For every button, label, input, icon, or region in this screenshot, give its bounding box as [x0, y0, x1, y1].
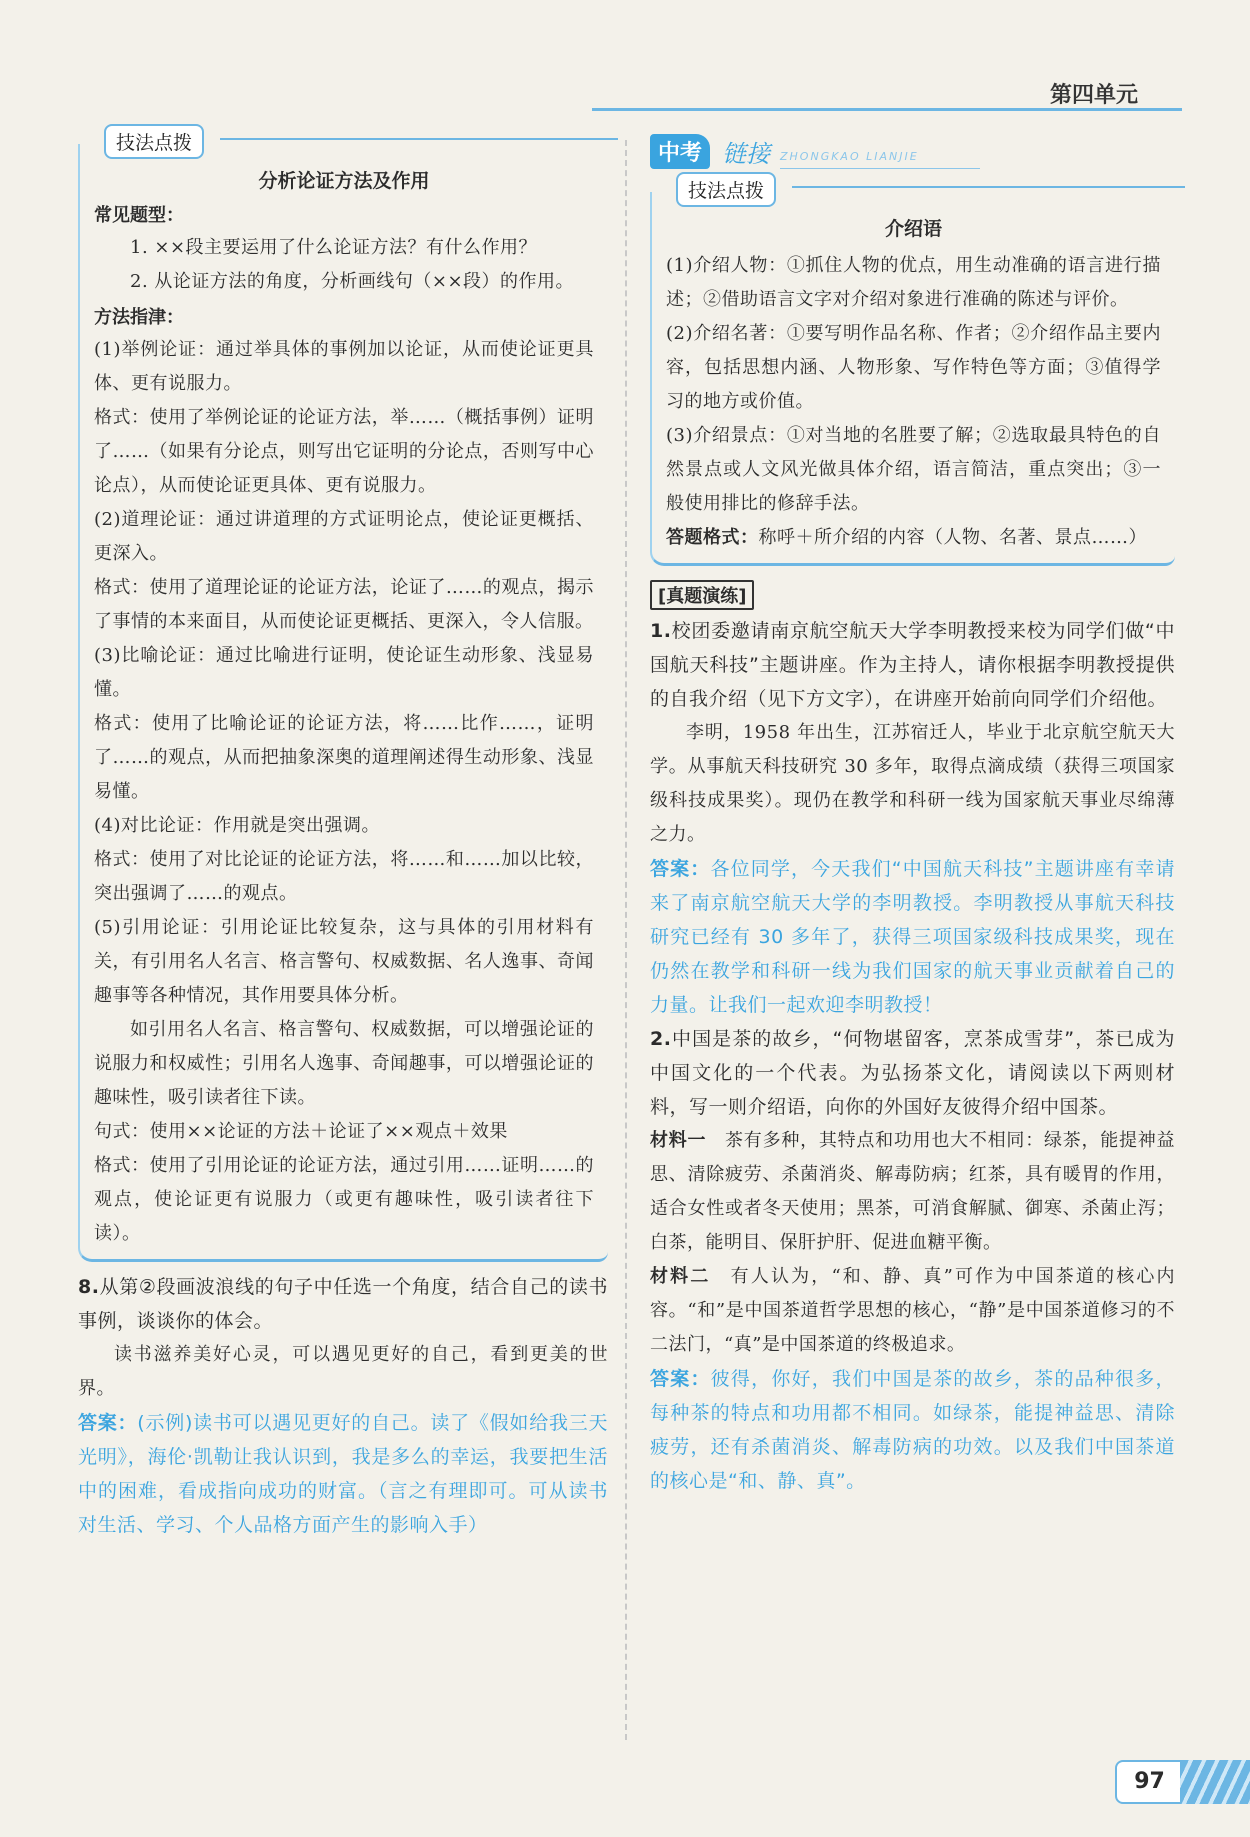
material-1-text: 茶有多种，其特点和功用也大不相同：绿茶，能提神益思、清除疲劳、杀菌消炎、解毒防病；红茶，具有暖胃的作用，适合女性或者冬天使用；黑茶，可消食解腻、御寒、杀菌止泻；白茶，能明目、保肝护肝、促进血糖平衡。 [650, 1130, 1176, 1253]
material-1-label: 材料一 [650, 1130, 707, 1151]
zhongkao-pinyin: ZHONGKAO LIANJIE [780, 150, 919, 163]
intro-item: (1)介绍人物：①抓住人物的优点，用生动准确的语言进行描述；②借助语言文字对介绍对象进行准确的陈述与评价。 [666, 255, 1161, 310]
question-quote: 读书滋养美好心灵，可以遇见更好的自己，看到更美的世界。 [78, 1344, 608, 1399]
header-rule [592, 108, 1182, 111]
method-format: 格式：使用了对比论证的论证方法，将……和……加以比较，突出强调了……的观点。 [94, 849, 594, 904]
material-2-text: 有人认为，“和、静、真”可作为中国茶道的核心内容。“和”是中国茶道哲学思想的核心，“静”是中国茶道修习的不二法门，“真”是中国茶道的终极追求。 [650, 1266, 1176, 1355]
material-2-label: 材料二 [650, 1266, 711, 1287]
section-title: 分析论证方法及作用 [258, 170, 430, 192]
method-item: (2)道理论证：通过讲道理的方式证明论点，使论证更概括、更深入。 [94, 509, 594, 564]
question-text: 中国是茶的故乡，“何物堪留客，烹茶成雪芽”，茶已成为中国文化的一个代表。为弘扬茶文化，请阅读以下两则材料，写一则介绍语，向你的外国好友彼得介绍中国茶。 [650, 1028, 1175, 1118]
unit-header: 第四单元 [1050, 83, 1139, 108]
tag-rule [220, 138, 618, 140]
intro-item: (3)介绍景点：①对当地的名胜要了解；②选取最具特色的自然景点或人文风光做具体介绍，语言简洁，重点突出；③一般使用排比的修辞手法。 [666, 425, 1161, 514]
left-column [78, 122, 608, 1542]
method-item: (4)对比论证：作用就是突出强调。 [94, 815, 380, 836]
technique-tag: 技法点拨 [676, 172, 776, 207]
practice-tag: [真题演练] [650, 580, 754, 610]
method-note: 如引用名人名言、格言警句、权威数据，可以增强论证的说服力和权威性；引用名人逸事、奇闻趣事，可以增强论证的趣味性，吸引读者往下读。 [94, 1019, 594, 1108]
technique-box-right [650, 180, 1175, 566]
method-format: 格式：使用了比喻论证的论证方法，将……比作……，证明了……的观点，从而把抽象深奥的道理阐述得生动形象、浅显易懂。 [94, 713, 594, 802]
page-number-decoration [1180, 1760, 1250, 1804]
tag-rule [792, 186, 1185, 188]
types-heading: 常见题型： [94, 205, 184, 226]
question-text: 校团委邀请南京航空航天大学李明教授来校为同学们做“中国航天科技”主题讲座。作为主持人，请你根据李明教授提供的自我介绍（见下方文字），在讲座开始前向同学们介绍他。 [650, 620, 1175, 710]
banner-rule [780, 168, 980, 169]
answer-text: 彼得，你好，我们中国是茶的故乡，茶的品种很多，每种茶的特点和功用都不相同。如绿茶，能提神益思、清除疲劳，还有杀菌消炎、解毒防病的功效。以及我们中国茶道的核心是“和、静、真”。 [650, 1368, 1175, 1492]
section-title: 介绍语 [884, 218, 942, 240]
method-format: 格式：使用了举例论证的论证方法，举……（概括事例）证明了……（如果有分论点，则写出它证明的分论点，否则写中心论点），从而使论证更具体、更有说服力。 [94, 407, 594, 496]
method-format: 格式：使用了引用论证的论证方法，通过引用……证明……的观点，使论证更有说服力（或更有趣味性，吸引读者往下读）。 [94, 1155, 594, 1244]
answer-text: 各位同学，今天我们“中国航天科技”主题讲座有幸请来了南京航空航天大学的李明教授。李明教授从事航天科技研究已经有 30 多年了，获得三项国家级科技成果奖，现在仍然在教学和科研一线为我们国家的航天事业贡献着自己的力量。让我们一起欢迎李明教授！ [650, 858, 1175, 1016]
method-item: (3)比喻论证：通过比喻进行证明，使论证生动形象、浅显易懂。 [94, 645, 594, 700]
format-text: 称呼＋所介绍的内容（人物、名著、景点……） [758, 527, 1147, 548]
answer-label: 答案： [650, 858, 711, 880]
method-pattern: 句式：使用××论证的方法＋论证了××观点＋效果 [94, 1121, 508, 1142]
type-item: 2. 从论证方法的角度，分析画线句（××段）的作用。 [130, 271, 575, 292]
page-number: 97 [1115, 1760, 1184, 1804]
technique-box-left [78, 132, 608, 1262]
column-divider [625, 140, 627, 1740]
intro-item: (2)介绍名著：①要写明作品名称、作者；②介绍作品主要内容，包括思想内涵、人物形象、写作特色等方面；③值得学习的地方或价值。 [666, 323, 1161, 412]
question-number: 8. [78, 1276, 100, 1298]
zhongkao-link-label: 链接 [722, 140, 770, 168]
zhongkao-badge: 中考 [650, 134, 710, 169]
right-column [650, 130, 1175, 1498]
question-1 [650, 614, 1175, 1022]
format-label: 答题格式： [666, 527, 759, 548]
method-format: 格式：使用了道理论证的论证方法，论证了……的观点，揭示了事情的本来面目，从而使论证更概括、更深入，令人信服。 [94, 577, 594, 632]
type-item: 1. ××段主要运用了什么论证方法？有什么作用？ [130, 237, 538, 258]
method-item: (5)引用论证：引用论证比较复杂，这与具体的引用材料有关，有引用名人名言、格言警句、权威数据、名人逸事、奇闻趣事等各种情况，其作用要具体分析。 [94, 917, 594, 1006]
question-8 [78, 1270, 608, 1542]
question-2 [650, 1022, 1175, 1498]
zhongkao-banner [650, 130, 1175, 170]
answer-text: (示例)读书可以遇见更好的自己。读了《假如给我三天光明》，海伦·凯勒让我认识到，我是多么的幸运，我要把生活中的困难，看成指向成功的财富。（言之有理即可。可从读书对生活、学习、个人品格方面产生的影响入手） [78, 1412, 608, 1536]
method-item: (1)举例论证：通过举具体的事例加以论证，从而使论证更具体、更有说服力。 [94, 339, 594, 394]
technique-tag: 技法点拨 [104, 124, 204, 159]
answer-label: 答案： [650, 1368, 711, 1390]
question-text: 从第②段画波浪线的句子中任选一个角度，结合自己的读书事例，谈谈你的体会。 [78, 1276, 608, 1332]
question-number: 1. [650, 620, 672, 642]
question-material: 李明，1958 年出生，江苏宿迁人，毕业于北京航空航天大学。从事航天科技研究 30 多年，取得点滴成绩（获得三项国家级科技成果奖）。现仍在教学和科研一线为国家航天事业尽绵薄之力。 [650, 722, 1175, 845]
methods-heading: 方法指津： [94, 307, 184, 328]
answer-label: 答案： [78, 1412, 138, 1434]
question-number: 2. [650, 1028, 672, 1050]
